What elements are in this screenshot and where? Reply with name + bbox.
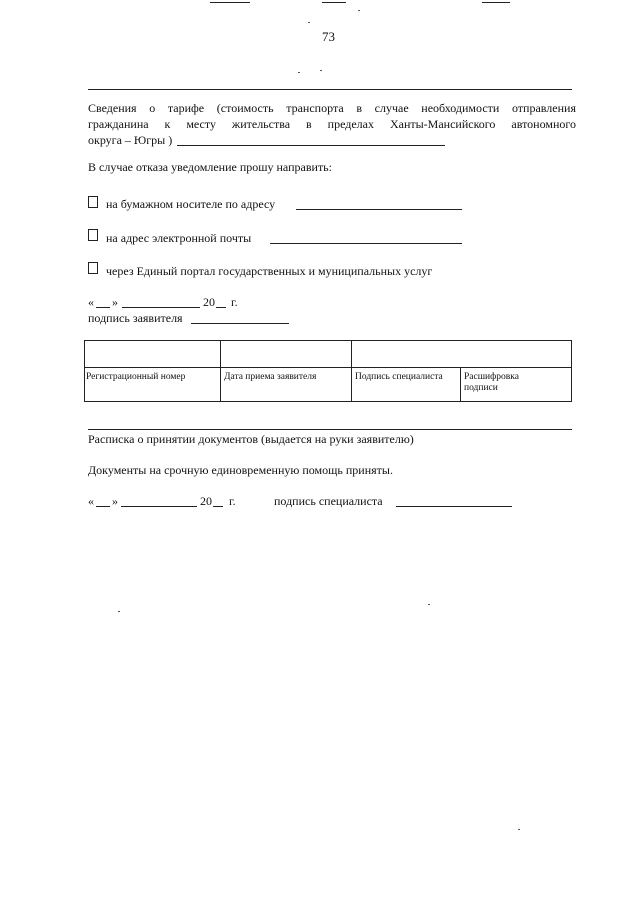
scan-speck [298, 72, 300, 73]
email-field[interactable] [270, 243, 462, 244]
table-header-signature: Подпись специалиста [355, 372, 443, 382]
receipt-month-field[interactable] [121, 506, 197, 507]
table-cell[interactable] [84, 340, 221, 368]
table-header-decryption: Расшифровка подписи [464, 372, 519, 393]
paper-option-label: на бумажном носителе по адресу [106, 197, 276, 211]
tariff-line-2: гражданина к месту жительства в пределах Ханты-Мансийского автономного [88, 117, 576, 131]
scan-speck [518, 829, 520, 830]
table-cell[interactable] [351, 340, 572, 368]
receipt-signature-field[interactable] [396, 506, 512, 507]
receipt-year-field[interactable] [213, 506, 223, 507]
page-number: 73 [322, 29, 335, 44]
tariff-line-3: округа – Югры ) [88, 133, 173, 147]
scan-mark [482, 2, 510, 3]
scan-speck [358, 10, 360, 11]
receipt-date-g: г. [229, 494, 236, 508]
scan-speck [118, 611, 120, 612]
table-header-date: Дата приема заявителя [224, 372, 317, 382]
table-cell[interactable] [220, 340, 352, 368]
applicant-date-g: г. [231, 295, 238, 309]
registration-table [84, 340, 572, 402]
receipt-signature-label: подпись специалиста [274, 494, 383, 508]
notice-heading: В случае отказа уведомление прошу направить: [88, 160, 332, 174]
receipt-date-open: « [88, 494, 94, 508]
receipt-day-field[interactable] [96, 506, 110, 507]
applicant-year-field[interactable] [216, 307, 226, 308]
applicant-signature-field[interactable] [191, 323, 289, 324]
email-checkbox[interactable] [88, 229, 98, 241]
scan-speck [428, 604, 430, 605]
applicant-day-field[interactable] [96, 307, 110, 308]
receipt-date-mid: » [112, 494, 118, 508]
scan-speck [308, 22, 310, 23]
portal-checkbox[interactable] [88, 262, 98, 274]
receipt-date-year: 20 [200, 494, 212, 508]
top-rule [88, 89, 572, 90]
scan-mark [322, 2, 346, 3]
paper-checkbox[interactable] [88, 196, 98, 208]
applicant-signature-label: подпись заявителя [88, 311, 183, 325]
portal-option-label: через Единый портал государственных и муниципальных услуг [106, 264, 433, 278]
applicant-date-year: 20 [203, 295, 215, 309]
scan-mark [210, 2, 250, 3]
applicant-month-field[interactable] [122, 307, 200, 308]
applicant-date-mid: » [112, 295, 118, 309]
applicant-date-open: « [88, 295, 94, 309]
scan-speck [320, 70, 322, 71]
tariff-line-1: Сведения о тарифе (стоимость транспорта в случае необходимости отправления [88, 101, 576, 115]
tariff-field[interactable] [177, 145, 445, 146]
receipt-accepted-text: Документы на срочную единовременную помощь приняты. [88, 463, 393, 477]
address-field[interactable] [296, 209, 462, 210]
receipt-rule [88, 429, 572, 430]
table-header-reg-number: Регистрационный номер [86, 372, 186, 382]
email-option-label: на адрес электронной почты [106, 231, 252, 245]
receipt-heading: Расписка о принятии документов (выдается на руки заявителю) [88, 432, 414, 446]
